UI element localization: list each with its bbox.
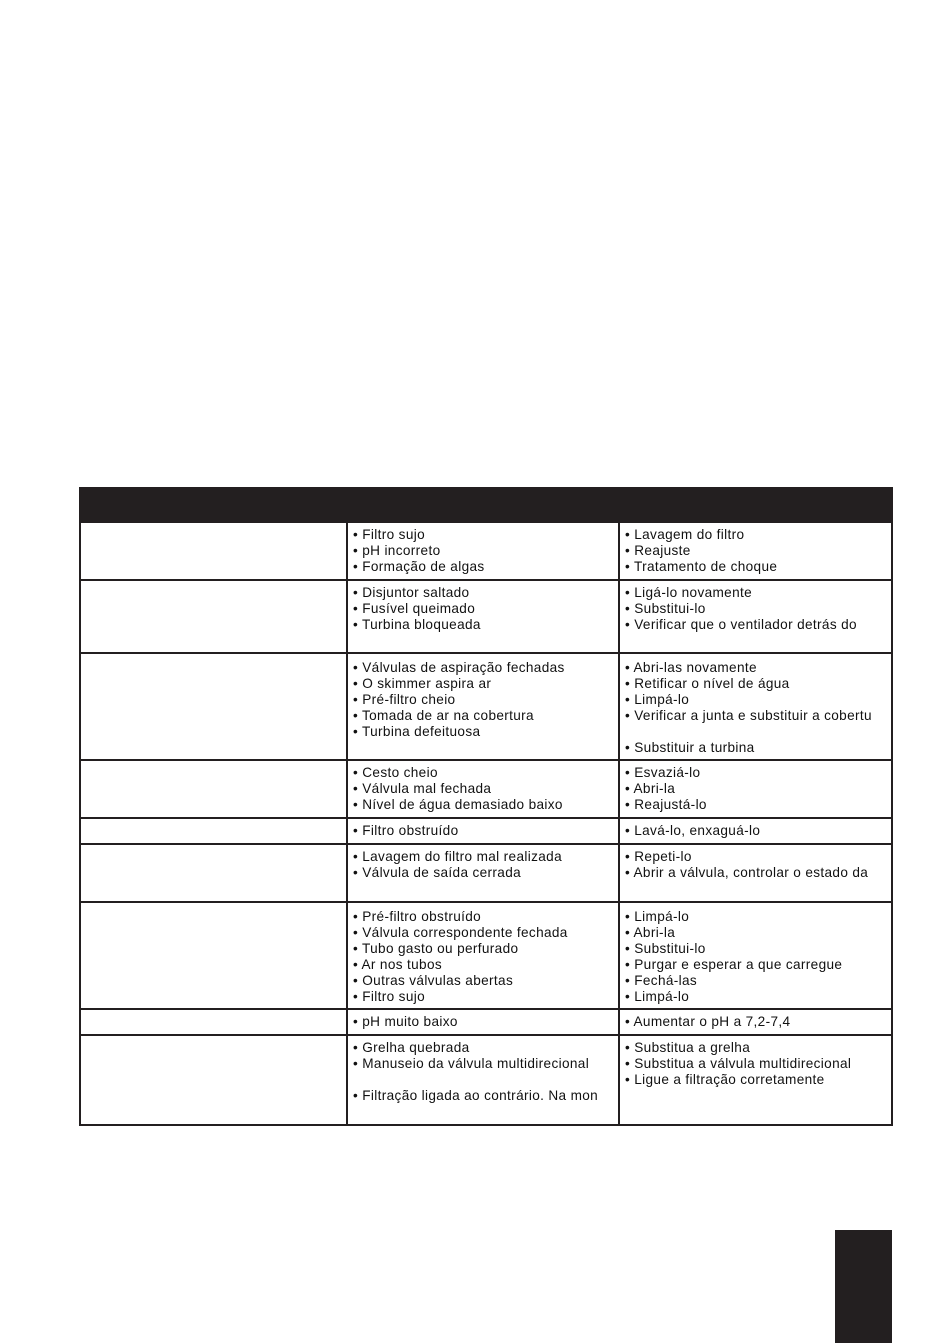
cause-item: • Pré-filtro obstruído <box>353 909 482 924</box>
solution-item: • Substitua a grelha <box>625 1040 751 1055</box>
solution-item: • Repeti-lo <box>625 849 692 864</box>
cause-cell <box>347 844 619 902</box>
cause-item: • O skimmer aspira ar <box>353 676 492 691</box>
symptom-cell <box>80 1035 347 1125</box>
table-row <box>80 844 892 902</box>
cause-cell <box>347 580 619 653</box>
cause-item: • Filtro sujo <box>353 527 426 542</box>
solution-item: • Tratamento de choque <box>625 559 778 574</box>
table-row <box>80 653 892 760</box>
solution-item: • Substitua a válvula multidirecional <box>625 1056 852 1071</box>
header-cell-symptom <box>80 488 347 522</box>
cause-cell <box>347 760 619 818</box>
cause-cell <box>347 1009 619 1035</box>
table-row <box>80 1035 892 1125</box>
cause-item: • Nível de água demasiado baixo <box>353 797 563 812</box>
solution-item: • Purgar e esperar a que carregue <box>625 957 843 972</box>
solution-item: • Substituir a turbina <box>625 740 755 755</box>
troubleshooting-table-container <box>79 487 891 1126</box>
solution-item: • Reajuste <box>625 543 691 558</box>
cause-item: • Ar nos tubos <box>353 957 443 972</box>
solution-item: • Substitui-lo <box>625 941 706 956</box>
cause-item: • Válvula correspondente fechada <box>353 925 568 940</box>
solution-item: • Abrir a válvula, controlar o estado da <box>625 865 869 880</box>
solution-item: • Aumentar o pH a 7,2-7,4 <box>625 1014 791 1029</box>
solution-cell <box>619 653 892 760</box>
solution-cell <box>619 760 892 818</box>
cause-item: • Disjuntor saltado <box>353 585 470 600</box>
cause-item: • Tubo gasto ou perfurado <box>353 941 519 956</box>
cause-cell <box>347 653 619 760</box>
solution-item: • Verificar a junta e substituir a cobertu <box>625 708 872 723</box>
cause-item <box>353 1072 614 1088</box>
solution-item: • Ligue a filtração corretamente <box>625 1072 825 1087</box>
solution-item: • Limpá-lo <box>625 909 690 924</box>
cause-item: • Filtração ligada ao contrário. Na mon <box>353 1088 599 1103</box>
solution-item: • Abri-la <box>625 925 676 940</box>
solution-item: • Fechá-las <box>625 973 698 988</box>
cause-item: • pH muito baixo <box>353 1014 458 1029</box>
table-row <box>80 580 892 653</box>
solution-item: • Limpá-lo <box>625 989 690 1004</box>
cause-item: • Válvula de saída cerrada <box>353 865 522 880</box>
cause-item: • Tomada de ar na cobertura <box>353 708 534 723</box>
table-row <box>80 760 892 818</box>
solution-item: • Esvaziá-lo <box>625 765 701 780</box>
solution-cell <box>619 844 892 902</box>
cause-cell <box>347 522 619 580</box>
troubleshooting-table <box>79 487 893 1126</box>
solution-item: • Limpá-lo <box>625 692 690 707</box>
solution-item: • Retificar o nível de água <box>625 676 790 691</box>
solution-cell <box>619 1035 892 1125</box>
solution-item: • Abri-las novamente <box>625 660 757 675</box>
solution-cell <box>619 902 892 1009</box>
cause-item: • Válvulas de aspiração fechadas <box>353 660 565 675</box>
table-row <box>80 1009 892 1035</box>
cause-item: • Cesto cheio <box>353 765 438 780</box>
cause-cell <box>347 1035 619 1125</box>
table-header-row <box>80 488 892 522</box>
solution-item <box>625 724 887 740</box>
cause-item: • Manuseio da válvula multidirecional <box>353 1056 590 1071</box>
cause-item: • Filtro sujo <box>353 989 426 1004</box>
cause-item: • Outras válvulas abertas <box>353 973 514 988</box>
symptom-cell <box>80 1009 347 1035</box>
cause-item: • Turbina defeituosa <box>353 724 481 739</box>
solution-item: • Substitui-lo <box>625 601 706 616</box>
solution-cell <box>619 580 892 653</box>
cause-item: • pH incorreto <box>353 543 441 558</box>
solution-item: • Ligá-lo novamente <box>625 585 753 600</box>
symptom-cell <box>80 522 347 580</box>
symptom-cell <box>80 844 347 902</box>
cause-item: • Válvula mal fechada <box>353 781 492 796</box>
solution-item: • Lavagem do filtro <box>625 527 745 542</box>
cause-item: • Grelha quebrada <box>353 1040 470 1055</box>
cause-item: • Filtro obstruído <box>353 823 459 838</box>
solution-cell <box>619 818 892 844</box>
cause-item: • Pré-filtro cheio <box>353 692 456 707</box>
cause-item: • Fusível queimado <box>353 601 476 616</box>
table-row <box>80 902 892 1009</box>
solution-item: • Verificar que o ventilador detrás do <box>625 617 857 632</box>
symptom-cell <box>80 760 347 818</box>
symptom-cell <box>80 580 347 653</box>
table-row <box>80 522 892 580</box>
solution-item: • Lavá-lo, enxaguá-lo <box>625 823 761 838</box>
table-row <box>80 818 892 844</box>
cause-item: • Lavagem do filtro mal realizada <box>353 849 562 864</box>
solution-item: • Abri-la <box>625 781 676 796</box>
cause-cell <box>347 902 619 1009</box>
solution-cell <box>619 522 892 580</box>
solution-item: • Reajustá-lo <box>625 797 707 812</box>
cause-item: • Formação de algas <box>353 559 485 574</box>
symptom-cell <box>80 653 347 760</box>
symptom-cell <box>80 818 347 844</box>
header-cell-solution <box>619 488 892 522</box>
cause-item: • Turbina bloqueada <box>353 617 481 632</box>
solution-cell <box>619 1009 892 1035</box>
cause-cell <box>347 818 619 844</box>
page-edge-tab <box>835 1230 892 1343</box>
symptom-cell <box>80 902 347 1009</box>
header-cell-cause <box>347 488 619 522</box>
